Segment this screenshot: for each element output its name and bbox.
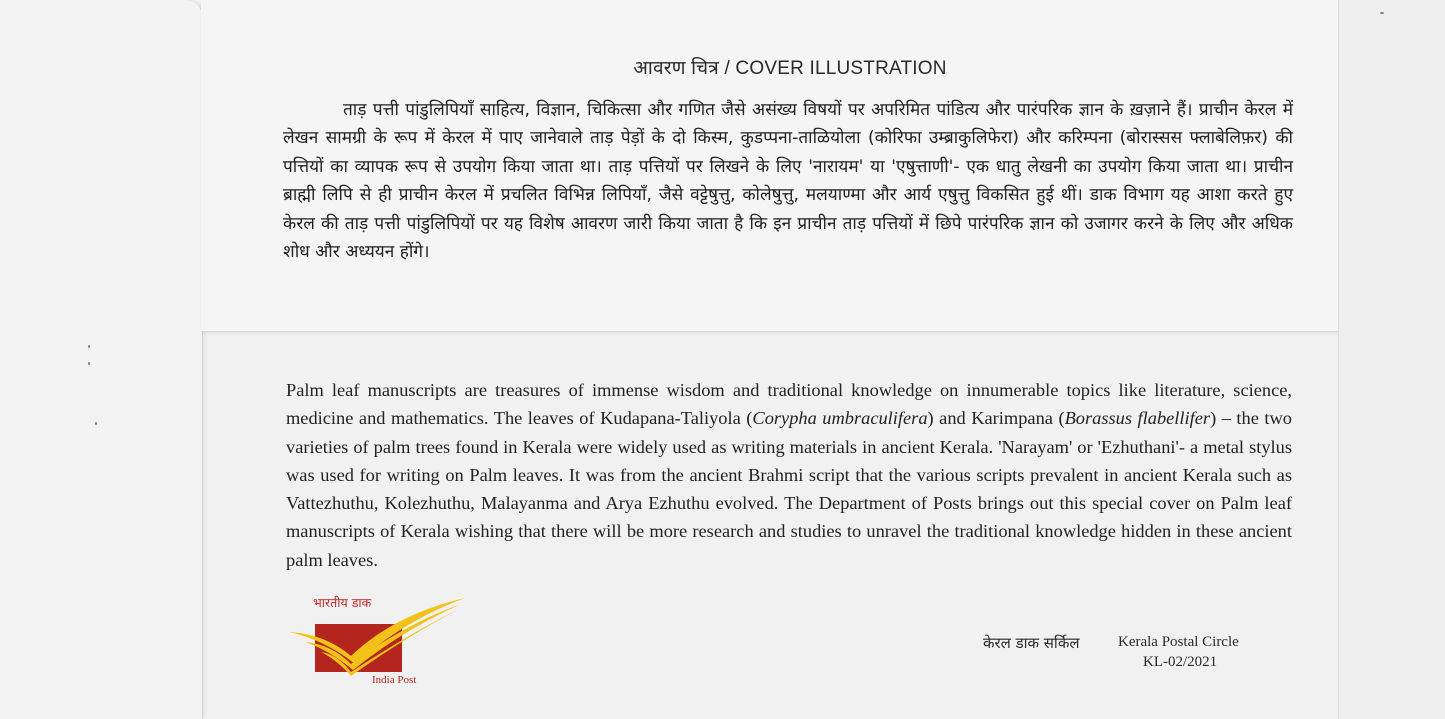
paper-speck xyxy=(1380,12,1384,14)
english-text: ) and Karimpana ( xyxy=(927,408,1065,429)
envelope-left-flap xyxy=(0,0,203,719)
logo-hindi-label: भारतीय डाक xyxy=(313,595,372,610)
cover-title: आवरण चित्र / COVER ILLUSTRATION xyxy=(633,58,947,79)
logo-english-label: India Post xyxy=(372,674,417,686)
species-name-borassus: Borassus flabellifer xyxy=(1064,408,1211,429)
paper-speck xyxy=(88,362,90,365)
species-name-corypha: Corypha umbraculifera xyxy=(752,408,928,429)
envelope-right-flap xyxy=(1338,0,1445,719)
english-description xyxy=(286,376,1292,574)
english-text: Palm leaf manuscripts are treasures of immense wisdom and traditional knowledge on innumerable topics like literature, science, medicine and mathematics. The leaves of Kudapana-Taliyola ( xyxy=(286,380,1292,429)
postal-circle-hindi: केरल डाक सर्किल xyxy=(983,634,1080,652)
paper-speck xyxy=(88,345,90,348)
cover-code: KL-02/2021 xyxy=(1143,654,1218,670)
hindi-description: ताड़ पत्ती पांडुलिपियाँ साहित्य, विज्ञान, चिकित्सा और गणित जैसे असंख्य विषयों पर अपरिमित पांडित्य और पारंपरिक ज्ञान के ख़ज़ाने हैं। प्राचीन केरल में लेखन सामग्री के रूप में केरल में पाए जानेवाले ताड़ पेड़ों के दो किस्म, कुडप्पना-ताळियोला (कोरिफा उम्ब्राकुलिफेरा) और करिम्पना (बोरास्सस फ्लाबेलिफ़र) की पत्तियों का व्यापक रूप से उपयोग किया जाता था। ताड़ पत्तियों पर लिखने के लिए 'नारायम' या 'एषुत्ताणी'- एक धातु लेखनी का उपयोग किया जाता था। प्राचीन ब्राह्मी लिपि से ही प्राचीन केरल में प्रचलित विभिन्न लिपियाँ, जैसे वट्टेषुत्तु, कोलेषुत्तु, मलयाण्मा और आर्य एषुत्तु विकसित हुई थीं। डाक विभाग यह आशा करते हुए केरल की ताड़ पत्ती पांडुलिपियों पर यह विशेष आवरण जारी किया जाता है कि इन प्राचीन ताड़ पत्तियों में छिपे पारंपरिक ज्ञान को उजागर करने के लिए और अधिक शोध और अध्ययन होंगे। xyxy=(283,100,1293,263)
paper-speck xyxy=(95,422,97,425)
english-text: ) – the two varieties of palm trees found in Kerala were widely used as writing materials in ancient Kerala. 'Narayam' or 'Ezhuthani'- a metal stylus was used for writing on Palm leaves. It was from the ancient Brahmi script that the various scripts prevalent in ancient Kerala such as Vattezhuthu, Kolezhuthu, Malayanma and Arya Ezhuthu evolved. The Department of Posts brings out this special cover on Palm leaf manuscripts of Kerala wishing that there will be more research and studies to unravel the traditional knowledge hidden in these ancient palm leaves. xyxy=(286,408,1292,570)
postal-circle-english: Kerala Postal Circle xyxy=(1118,634,1239,650)
